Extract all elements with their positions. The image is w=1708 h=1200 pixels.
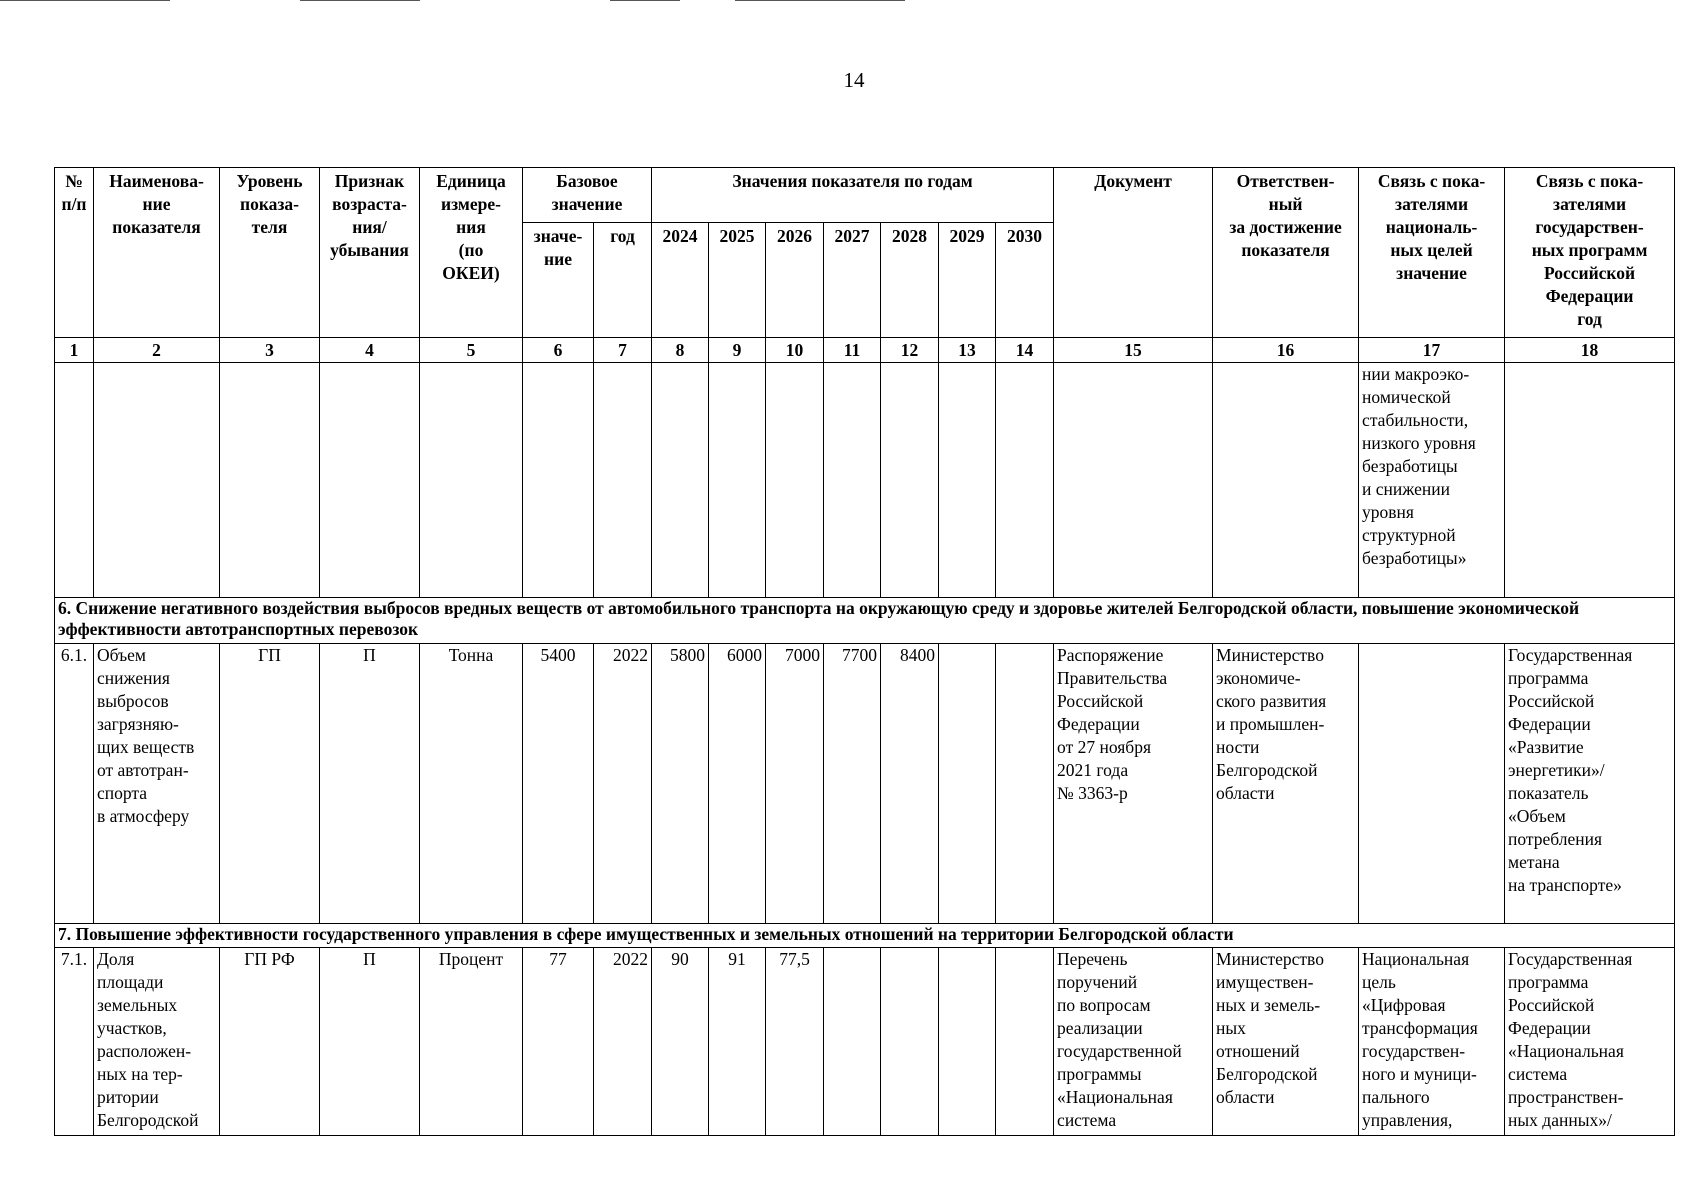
header-stateprog: Связь с пока- зателями государствен- ных программ Российской Федерации год [1505, 168, 1675, 338]
column-numbers-row [55, 338, 1675, 363]
table-row [55, 644, 1675, 924]
continuation-national-text: нии макроэко- номической стабильности, низкого уровня безработицы и снижении уровня структурной безработицы» [1359, 363, 1505, 598]
table-cell [594, 363, 652, 598]
row-year-value: 91 [709, 948, 766, 1136]
row-year-value [881, 948, 939, 1136]
row-base-value: 77 [523, 948, 594, 1136]
row-year-value: 8400 [881, 644, 939, 924]
header-base-year: год [594, 223, 652, 338]
row-base-year: 2022 [594, 948, 652, 1136]
section-title: 7. Повышение эффективности государственного управления в сфере имущественных и земельных отношений на территории Белгородской области [55, 924, 1675, 948]
column-number: 15 [1054, 338, 1213, 363]
row-name: Доля площади земельных участков, расположен- ных на тер- ритории Белгородской [94, 948, 220, 1136]
row-year-value: 90 [652, 948, 709, 1136]
table-cell [652, 363, 709, 598]
row-num: 7.1. [55, 948, 94, 1136]
column-number: 17 [1359, 338, 1505, 363]
table-cell [420, 363, 523, 598]
column-number: 3 [220, 338, 320, 363]
header-year: 2028 [881, 223, 939, 338]
column-number: 5 [420, 338, 523, 363]
column-number: 8 [652, 338, 709, 363]
column-number: 18 [1505, 338, 1675, 363]
row-year-value [996, 948, 1054, 1136]
scan-edge-line [0, 0, 170, 1]
section-title: 6. Снижение негативного воздействия выбросов вредных веществ от автомобильного транспорта на окружающую среду и здоровье жителей Белгородской области, повышение экономической эффективности автотранспортных перевозок [55, 598, 1675, 644]
header-base-value: значе- ние [523, 223, 594, 338]
table-cell [709, 363, 766, 598]
table-cell [996, 363, 1054, 598]
row-name: Объем снижения выбросов загрязняю- щих веществ от автотран- спорта в атмосферу [94, 644, 220, 924]
row-year-value: 5800 [652, 644, 709, 924]
table-cell [523, 363, 594, 598]
header-year: 2027 [824, 223, 881, 338]
column-number: 1 [55, 338, 94, 363]
row-year-value [939, 644, 996, 924]
row-year-value: 7700 [824, 644, 881, 924]
row-stateprog: Государственная программа Российской Федерации «Развитие энергетики»/ показатель «Объем потребления метана на транспорте» [1505, 644, 1675, 924]
page-number: 14 [843, 68, 865, 92]
column-number: 2 [94, 338, 220, 363]
section-heading-row [55, 598, 1675, 644]
header-year: 2029 [939, 223, 996, 338]
header-level: Уровень показа- теля [220, 168, 320, 338]
row-unit: Процент [420, 948, 523, 1136]
row-national [1359, 644, 1505, 924]
row-stateprog: Государственная программа Российской Федерации «Национальная система пространствен- ных данных»/ [1505, 948, 1675, 1136]
table-cell [1505, 363, 1675, 598]
row-national: Национальная цель «Цифровая трансформация государствен- ного и муници- пального управления, [1359, 948, 1505, 1136]
row-level: ГП РФ [220, 948, 320, 1136]
scan-edge-line [300, 0, 420, 1]
header-sign: Признак возраста- ния/ убывания [320, 168, 420, 338]
row-level: ГП [220, 644, 320, 924]
row-document: Перечень поручений по вопросам реализации государственной программы «Национальная система [1054, 948, 1213, 1136]
table-cell [939, 363, 996, 598]
column-number: 16 [1213, 338, 1359, 363]
row-responsible: Министерство экономиче- ского развития и промышлен- ности Белгородской области [1213, 644, 1359, 924]
column-number: 4 [320, 338, 420, 363]
row-document: Распоряжение Правительства Российской Федерации от 27 ноября 2021 года № 3363-р [1054, 644, 1213, 924]
header-name: Наименова- ние показателя [94, 168, 220, 338]
header-responsible: Ответствен- ный за достижение показателя [1213, 168, 1359, 338]
row-year-value: 6000 [709, 644, 766, 924]
row-base-year: 2022 [594, 644, 652, 924]
header-unit: Единица измере- ния (по ОКЕИ) [420, 168, 523, 338]
table-cell [1213, 363, 1359, 598]
table-cell [1054, 363, 1213, 598]
row-year-value [939, 948, 996, 1136]
header-document: Документ [1054, 168, 1213, 338]
row-year-value [996, 644, 1054, 924]
indicators-table [54, 167, 1675, 1136]
table-cell [220, 363, 320, 598]
column-number: 7 [594, 338, 652, 363]
row-responsible: Министерство имуществен- ных и земель- ных отношений Белгородской области [1213, 948, 1359, 1136]
table-cell [824, 363, 881, 598]
row-year-value [824, 948, 881, 1136]
column-number: 12 [881, 338, 939, 363]
header-year: 2024 [652, 223, 709, 338]
table-cell [55, 363, 94, 598]
header-base: Базовое значение [523, 168, 652, 223]
table-cell [766, 363, 824, 598]
row-sign: П [320, 948, 420, 1136]
section-heading-row [55, 924, 1675, 948]
column-number: 10 [766, 338, 824, 363]
row-base-value: 5400 [523, 644, 594, 924]
header-num: № п/п [55, 168, 94, 338]
column-number: 9 [709, 338, 766, 363]
header-years-title: Значения показателя по годам [652, 168, 1054, 223]
table-cell [881, 363, 939, 598]
row-sign: П [320, 644, 420, 924]
table-row [55, 948, 1675, 1136]
table-cell [320, 363, 420, 598]
column-number: 14 [996, 338, 1054, 363]
continuation-row [55, 363, 1675, 598]
column-number: 11 [824, 338, 881, 363]
column-number: 13 [939, 338, 996, 363]
table-cell [94, 363, 220, 598]
header-year: 2025 [709, 223, 766, 338]
scan-edge-line [735, 0, 905, 1]
row-num: 6.1. [55, 644, 94, 924]
row-unit: Тонна [420, 644, 523, 924]
column-number: 6 [523, 338, 594, 363]
row-year-value: 7000 [766, 644, 824, 924]
scan-edge-line [610, 0, 680, 1]
row-year-value: 77,5 [766, 948, 824, 1136]
header-national: Связь с пока- зателями националь- ных целей значение [1359, 168, 1505, 338]
header-year: 2026 [766, 223, 824, 338]
header-year: 2030 [996, 223, 1054, 338]
